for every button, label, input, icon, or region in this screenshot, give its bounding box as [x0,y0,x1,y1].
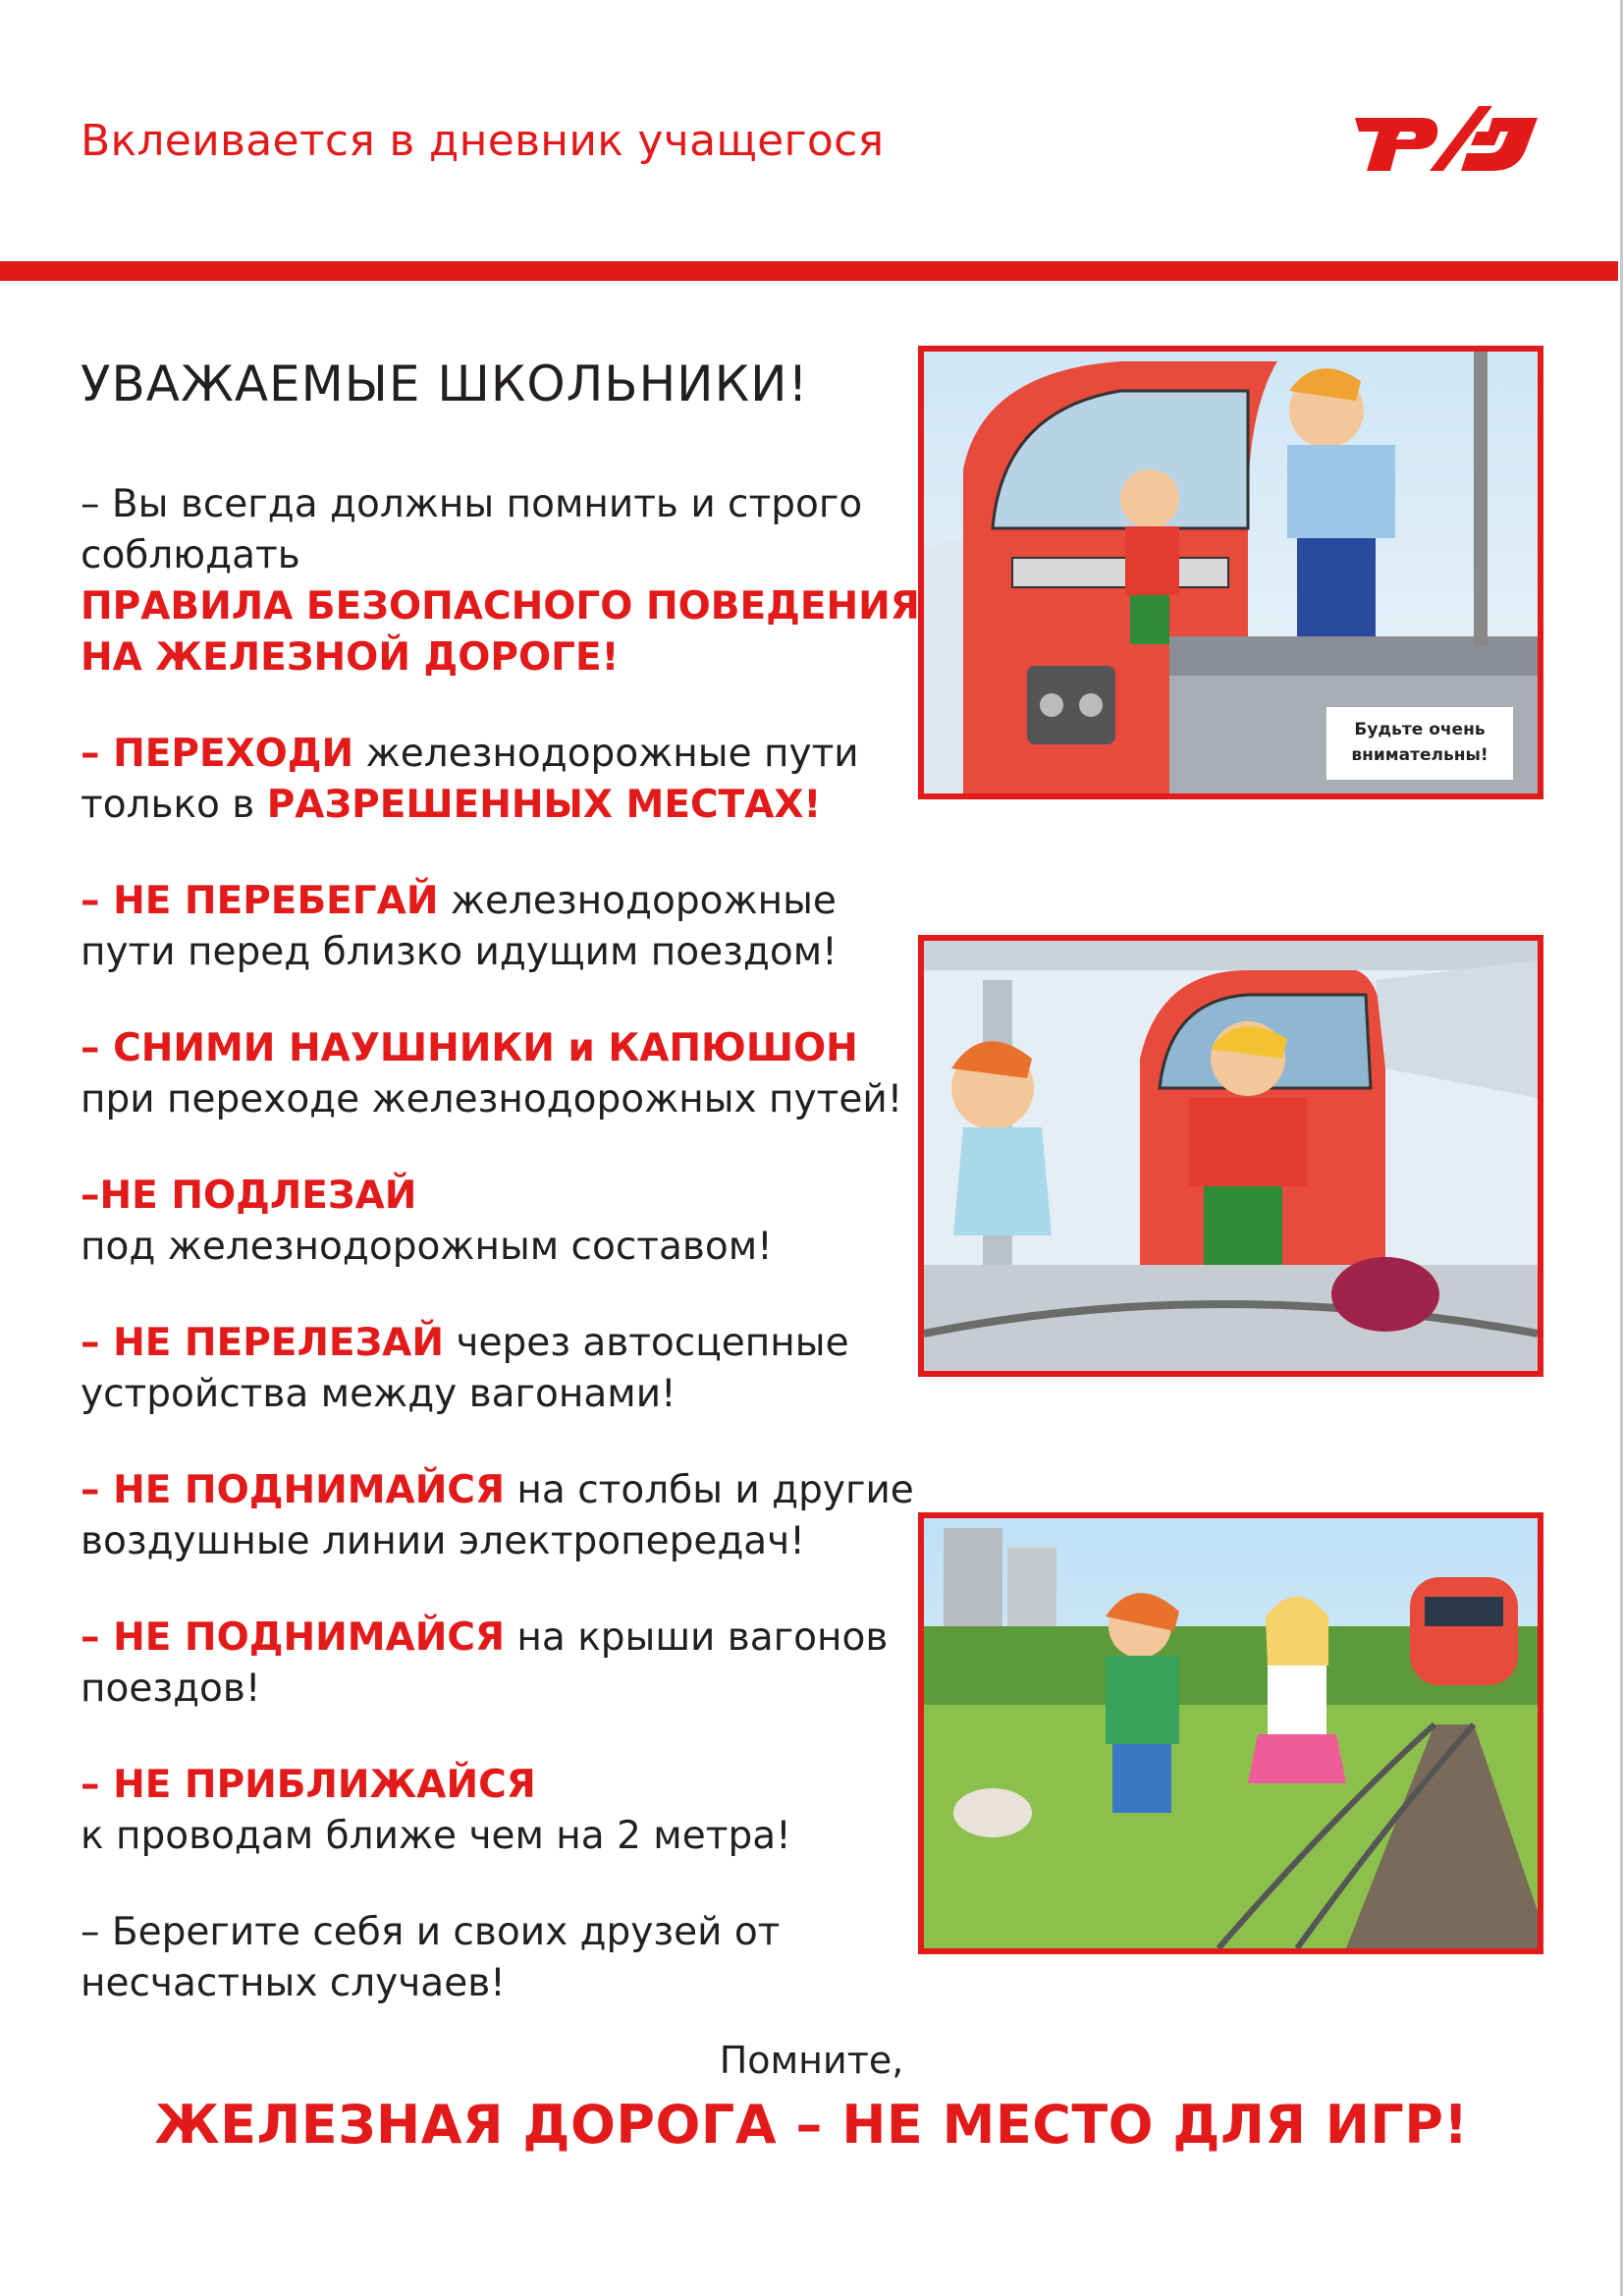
rule-poles-line-2: воздушные линии электропередач! [81,1519,805,1563]
rule-line2b: РАЗРЕШЕННЫХ МЕСТАХ! [266,783,822,827]
rule-dash: – [81,1615,114,1660]
rule-rest: железнодорожные [438,879,837,923]
intro-line-2: соблюдать [81,533,300,577]
rule-climb-couplers-line-2: устройства между вагонами! [81,1372,676,1416]
rule-strong: ПЕРЕХОДИ [113,732,354,776]
rule-dash: – [81,1468,114,1512]
warning-sign [1326,707,1513,780]
intro-line-1: – Вы всегда должны помнить и строго [81,482,863,526]
footer-remember [0,2039,1623,2082]
rule-dash: – [81,1026,114,1070]
page-heading: УВАЖАЕМЫЕ ШКОЛЬНИКИ! [81,355,809,412]
rule-dash: – [81,1321,114,1365]
rule-cross-line-1 [81,729,859,780]
footer-slogan: ЖЕЛЕЗНАЯ ДОРОГА – НЕ МЕСТО ДЛЯ ИГР! [154,2094,1469,2156]
closing-line-2: несчастных случаев! [81,1961,506,2005]
rule-strong: НЕ ПОДНИМАЙСЯ [113,1468,506,1512]
rule-strong: НЕ ПРИБЛИЖАЙСЯ [113,1763,536,1807]
rule-strong: СНИМИ НАУШНИКИ и КАПЮШОН [113,1026,858,1070]
rule-dash: – [81,732,114,776]
rule-strong: НЕ ПЕРЕБЕГАЙ [113,879,439,923]
rule-wires-line-2: к проводам ближе чем на 2 метра! [81,1814,791,1858]
rule-strong: НЕ ПОДНИМАЙСЯ [113,1615,506,1660]
rule-wires-line-1 [81,1760,536,1811]
rule-poles-line-1 [81,1465,914,1516]
rule-crawl-line-2: под железнодорожным составом! [81,1225,773,1269]
intro-rule-line-1: ПРАВИЛА БЕЗОПАСНОГО ПОВЕДЕНИЯ [81,584,920,629]
children-crossing-tracks-illustration [918,935,1543,1377]
rule-cross-line-2 [81,780,821,831]
header-divider [0,261,1618,281]
rule-dash: – [81,1763,114,1807]
rule-roofs-line-1 [81,1613,888,1664]
train-platform-children-illustration [918,346,1543,799]
footer-remember-text: Помните, [719,2039,904,2082]
rule-dash: – [81,879,114,923]
rule-rest: через автосцепные [444,1321,849,1365]
closing-line-1: – Берегите себя и своих друзей от [81,1910,781,1954]
rule-line2a: только в [81,783,267,827]
rule-dash: – [81,1174,100,1218]
rule-run-line-2: пути перед близко идущим поездом! [81,930,838,974]
rule-headphones-line-2: при переходе железнодорожных путей! [81,1077,903,1121]
rule-run-line-1 [81,876,837,927]
rule-climb-couplers-line-1 [81,1318,849,1369]
intro-rule-line-2: НА ЖЕЛЕЗНОЙ ДОРОГЕ! [81,635,620,680]
header-note: Вклеивается в дневник учащегося [81,116,885,166]
rule-rest: на столбы и другие [505,1468,914,1512]
rule-headphones-line-1 [81,1023,858,1074]
children-walking-on-tracks-illustration [918,1512,1543,1954]
warning-sign-line-2: внимательны! [1351,745,1488,765]
rule-rest: железнодорожные пути [353,732,859,776]
rzd-logo [1345,84,1542,175]
rule-strong: НЕ ПЕРЕЛЕЗАЙ [113,1321,445,1365]
rule-roofs-line-2: поездов! [81,1667,261,1711]
rule-crawl-line-1 [81,1171,416,1222]
rule-rest: на крыши вагонов [505,1615,889,1660]
rule-strong: НЕ ПОДЛЕЗАЙ [99,1174,417,1218]
warning-sign-line-1: Будьте очень [1354,720,1486,739]
